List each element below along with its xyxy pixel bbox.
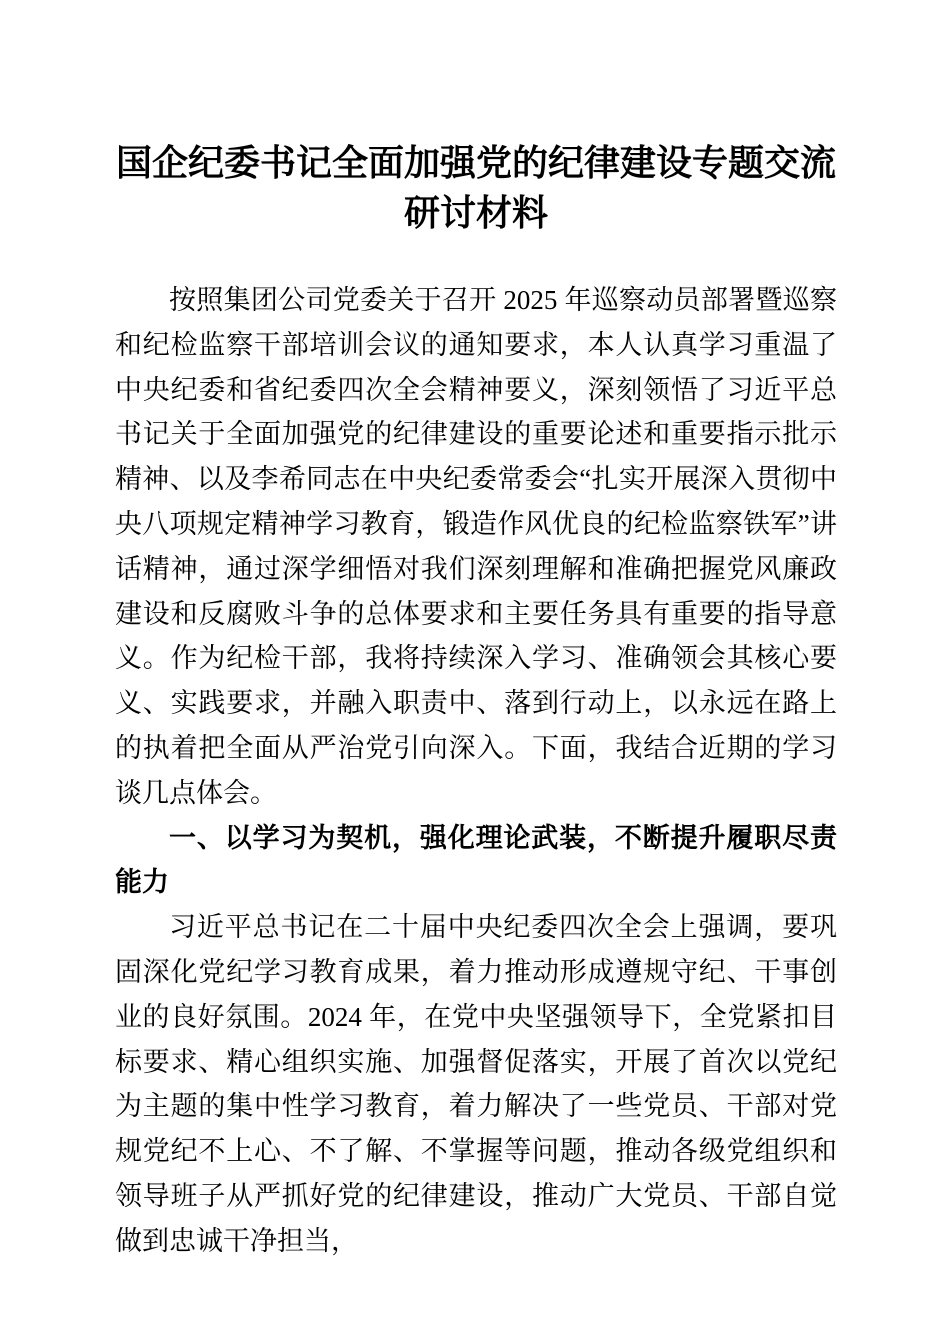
document-title: 国企纪委书记全面加强党的纪律建设专题交流研讨材料 [115, 143, 836, 233]
paragraph-intro: 按照集团公司党委关于召开 2025 年巡察动员部署暨巡察和纪检监察干部培训会议的通知要求，本人认真学习重温了中央纪委和省纪委四次全会精神要义，深刻领悟了习近平总书记关于全面加强党的纪律建设的重要论述和重要指示批示精神、以及李希同志在中央纪委常委会“扎实开展深入贯彻中央八项规定精神学习教育，锻造作风优良的纪检监察铁军”讲话精神，通过深学细悟对我们深刻理解和准确把握党风廉政建设和反腐败斗争的总体要求和主要任务具有重要的指导意义。作为纪检干部，我将持续深入学习、准确领会其核心要义、实践要求，并融入职责中、落到行动上，以永远在路上的执着把全面从严治党引向深入。下面，我结合近期的学习谈几点体会。 [115, 285, 837, 808]
paragraph-section-1-body: 习近平总书记在二十届中央纪委四次全会上强调，要巩固深化党纪学习教育成果，着力推动形成遵规守纪、干事创业的良好氛围。2024 年，在党中央坚强领导下，全党紧扣目标要求、精心组织实施、加强督促落实，开展了首次以党纪为主题的集中性学习教育，着力解决了一些党员、干部对党规党纪不上心、不了解、不掌握等问题，推动各级党组织和领导班子从严抓好党的纪律建设，推动广大党员、干部自觉做到忠诚干净担当， [115, 912, 837, 1256]
document-content [115, 0, 837, 1264]
section-heading-1: 一、以学习为契机，强化理论武装，不断提升履职尽责能力 [115, 822, 837, 898]
